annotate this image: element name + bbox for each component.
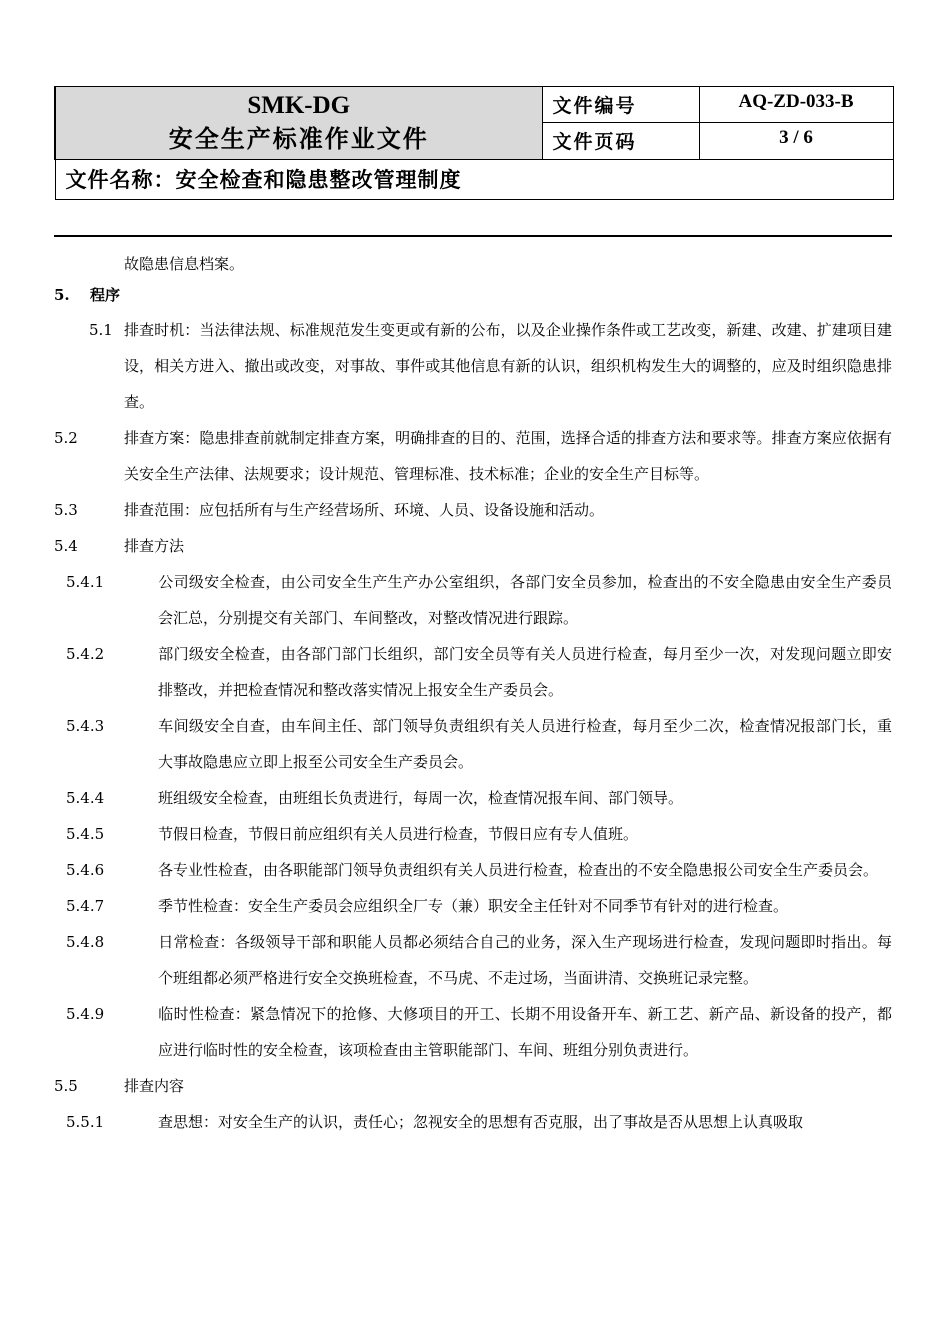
subitem-number: 5.4.7 <box>66 897 105 915</box>
subitem-text: 各专业性检查，由各职能部门领导负责组织有关人员进行检查，检查出的不安全隐患报公司安全生产委员会。 <box>158 861 879 879</box>
item-5-3 <box>54 492 892 528</box>
item-5-5 <box>54 1068 892 1104</box>
subitem-5-4-2 <box>54 636 892 708</box>
subitem-number: 5.5.1 <box>66 1113 105 1131</box>
subitem-text: 日常检查：各级领导干部和职能人员都必须结合自己的业务，深入生产现场进行检查，发现问题即时指出。每个班组都必须严格进行安全交换班检查，不马虎、不走过场，当面讲清、交换班记录完整。 <box>158 933 892 987</box>
subitem-5-4-7 <box>54 888 892 924</box>
subitem-text: 季节性检查：安全生产委员会应组织全厂专（兼）职安全主任针对不同季节有针对的进行检查。 <box>158 897 789 915</box>
section-number: 5. <box>54 286 70 304</box>
subitem-number: 5.4.4 <box>66 789 105 807</box>
item-text: 排查方法 <box>124 537 185 555</box>
subitem-text: 车间级安全自查，由车间主任、部门领导负责组织有关人员进行检查，每月至少二次，检查情况报部门长，重大事故隐患应立即上报至公司安全生产委员会。 <box>158 717 892 771</box>
item-number: 5.1 <box>89 321 113 339</box>
subitem-5-4-8 <box>54 924 892 996</box>
subitem-text: 查思想：对安全生产的认识，责任心；忽视安全的思想有否克服，出了事故是否从思想上认真吸取 <box>158 1113 804 1131</box>
subitem-number: 5.4.5 <box>66 825 105 843</box>
subitem-number: 5.4.6 <box>66 861 105 879</box>
doc-title: 安全检查和隐患整改管理制度 <box>175 167 462 193</box>
org-cell <box>55 87 542 160</box>
subitem-5-4-9 <box>54 996 892 1068</box>
subitem-text: 临时性检查：紧急情况下的抢修、大修项目的开工、长期不用设备开车、新工艺、新产品、新设备的投产，都应进行临时性的安全检查，该项检查由主管职能部门、车间、班组分别负责进行。 <box>158 1005 892 1059</box>
item-number: 5.4 <box>54 537 78 555</box>
doc-type: 安全生产标准作业文件 <box>168 123 429 153</box>
subitem-5-4-1 <box>54 564 892 636</box>
subitem-text: 班组级安全检查，由班组长负责进行，每周一次，检查情况报车间、部门领导。 <box>158 789 684 807</box>
subitem-text: 公司级安全检查，由公司安全生产生产办公室组织，各部门安全员参加，检查出的不安全隐患由安全生产委员会汇总，分别提交有关部门、车间整改，对整改情况进行跟踪。 <box>158 573 892 627</box>
section-title: 程序 <box>90 286 121 304</box>
item-number: 5.3 <box>54 501 78 519</box>
header-divider <box>54 235 892 237</box>
document-header <box>54 86 894 200</box>
subitem-number: 5.4.2 <box>66 645 105 663</box>
item-5-4 <box>54 528 892 564</box>
doc-title-cell <box>55 159 893 199</box>
item-5-2 <box>54 420 892 492</box>
subitem-text: 节假日检查，节假日前应组织有关人员进行检查，节假日应有专人值班。 <box>158 825 639 843</box>
subitem-5-4-4 <box>54 780 892 816</box>
subitem-number: 5.4.8 <box>66 933 105 951</box>
item-text: 排查范围：应包括所有与生产经营场所、环境、人员、设备设施和活动。 <box>124 501 605 519</box>
org-name: SMK-DG <box>247 91 351 119</box>
item-text: 排查方案：隐患排查前就制定排查方案，明确排查的目的、范围，选择合适的排查方法和要求等。排查方案应依据有关安全生产法律、法规要求；设计规范、管理标准、技术标准；企业的安全生产目标等。 <box>124 429 892 483</box>
item-text: 排查内容 <box>124 1077 185 1095</box>
item-text: 排查时机：当法律法规、标准规范发生变更或有新的公布，以及企业操作条件或工艺改变，新建、改建、扩建项目建设，相关方进入、撤出或改变，对事故、事件或其他信息有新的认识，组织机构发生大的调整的，应及时组织隐患排查。 <box>124 321 892 411</box>
subitem-number: 5.4.1 <box>66 573 105 591</box>
section-heading <box>54 280 892 310</box>
subitem-number: 5.4.9 <box>66 1005 105 1023</box>
doc-no-label: 文件编号 <box>542 87 699 123</box>
page-value: 3 / 6 <box>699 123 893 159</box>
subitem-5-4-3 <box>54 708 892 780</box>
subitem-text: 部门级安全检查，由各部门部门长组织，部门安全员等有关人员进行检查，每月至少一次，对发现问题立即安排整改，并把检查情况和整改落实情况上报安全生产委员会。 <box>158 645 892 699</box>
item-5-1 <box>54 312 892 420</box>
subitem-5-5-1 <box>54 1104 892 1140</box>
item-number: 5.2 <box>54 429 78 447</box>
subitem-number: 5.4.3 <box>66 717 105 735</box>
subitem-5-4-5 <box>54 816 892 852</box>
page-label: 文件页码 <box>542 123 699 159</box>
doc-title-label: 文件名称： <box>65 167 176 193</box>
continuation-text: 故隐患信息档案。 <box>124 255 245 273</box>
doc-no-value: AQ-ZD-033-B <box>699 87 893 123</box>
subitem-5-4-6 <box>54 852 892 888</box>
document-body <box>54 246 892 1140</box>
item-number: 5.5 <box>54 1077 78 1095</box>
